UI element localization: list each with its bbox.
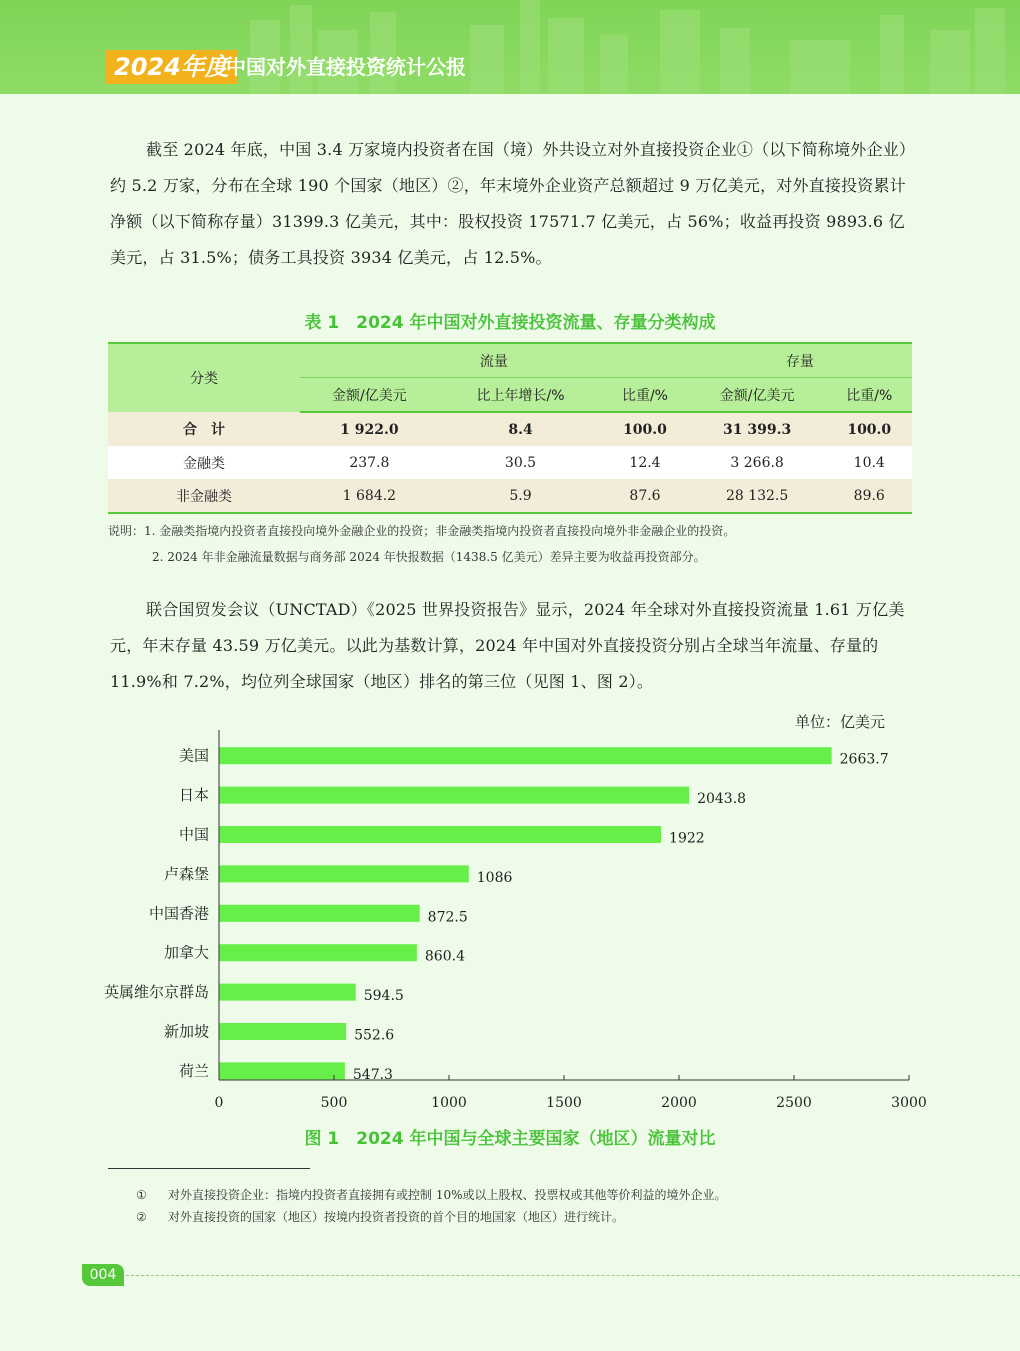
x-tick-label: 2500 bbox=[776, 1095, 812, 1111]
x-tick-label: 3000 bbox=[891, 1095, 927, 1111]
x-tick-label: 0 bbox=[214, 1095, 224, 1111]
figure-title: 图 1 2024 年中国与全球主要国家（地区）流量对比 bbox=[304, 1129, 716, 1149]
bar bbox=[219, 1023, 346, 1040]
category-header: 分类 bbox=[108, 343, 300, 412]
table-cell: 5.9 bbox=[439, 479, 602, 513]
table-cell: 10.4 bbox=[827, 446, 913, 479]
table-cell: 1 684.2 bbox=[300, 479, 439, 513]
footnotes bbox=[136, 1184, 727, 1228]
table-cell: 28 132.5 bbox=[688, 479, 827, 513]
category-label: 加拿大 bbox=[163, 943, 209, 962]
sub-header: 比重/% bbox=[827, 378, 913, 413]
table-row-nonfinancial bbox=[108, 479, 912, 513]
table-cell: 3 266.8 bbox=[688, 446, 827, 479]
stock-header: 存量 bbox=[688, 343, 912, 378]
value-label: 860.4 bbox=[424, 948, 465, 965]
table-note-2: 2. 2024 年非金融流量数据与商务部 2024 年快报数据（1438.5 亿美元）差异主要为收益再投资部分。 bbox=[152, 550, 706, 564]
sub-header: 比重/% bbox=[602, 378, 687, 413]
table-cell: 89.6 bbox=[827, 479, 913, 513]
footnote-1: ① 对外直接投资企业：指境内投资者直接拥有或控制 10%或以上股权、投票权或其他等价利益的境外企业。 bbox=[136, 1188, 727, 1202]
bar bbox=[219, 787, 689, 804]
value-label: 2663.7 bbox=[839, 751, 889, 768]
table-row-total bbox=[108, 412, 912, 446]
table-notes bbox=[108, 518, 735, 570]
flow-comparison-chart bbox=[80, 708, 960, 1118]
bar bbox=[219, 1062, 345, 1079]
value-label: 872.5 bbox=[427, 909, 468, 926]
category-label: 美国 bbox=[178, 746, 209, 765]
table-cell: 87.6 bbox=[602, 479, 687, 513]
footnote-divider bbox=[108, 1168, 310, 1169]
intro-paragraph: 截至 2024 年底，中国 3.4 万家境内投资者在国（境）外共设立对外直接投资企业①（以下简称境外企业）约 5.2 万家，分布在全球 190 个国家（地区）②，年末境外企业资产总额超过 9 万亿美元，对外直接投资累计净额（以下简称存量）31399.3 亿美元，其中：股权投资 17571.7 亿美元，占 56%；收益再投资 9893.6 亿美元，占 31.5%；债务工具投资 3934 亿美元，占 12.5%。 bbox=[110, 140, 908, 267]
page-header bbox=[0, 0, 1020, 94]
table-cell: 237.8 bbox=[300, 446, 439, 479]
row-label: 合 计 bbox=[108, 412, 300, 446]
publication-title: 中国对外直接投资统计公报 bbox=[226, 55, 466, 79]
value-label: 594.5 bbox=[363, 988, 404, 1005]
table-cell: 8.4 bbox=[439, 412, 602, 446]
value-label: 1086 bbox=[476, 869, 513, 886]
investment-table bbox=[108, 342, 912, 514]
table-cell: 30.5 bbox=[439, 446, 602, 479]
category-label: 新加坡 bbox=[163, 1022, 209, 1041]
bar bbox=[219, 747, 832, 764]
x-tick-label: 1500 bbox=[546, 1095, 582, 1111]
category-label: 英属维尔京群岛 bbox=[103, 983, 209, 1002]
table-cell: 31 399.3 bbox=[688, 412, 827, 446]
category-label: 日本 bbox=[178, 786, 209, 805]
x-tick-label: 500 bbox=[320, 1095, 348, 1111]
flow-header: 流量 bbox=[300, 343, 688, 378]
value-label: 547.3 bbox=[352, 1066, 393, 1083]
category-label: 中国香港 bbox=[148, 904, 209, 923]
table-cell: 12.4 bbox=[602, 446, 687, 479]
bar bbox=[219, 944, 417, 961]
year-badge: 2024年度 bbox=[106, 50, 237, 84]
row-label: 金融类 bbox=[108, 446, 300, 479]
value-label: 2043.8 bbox=[697, 791, 747, 808]
table-note-1: 说明：1. 金融类指境内投资者直接投向境外金融企业的投资；非金融类指境内投资者直接投向境外非金融企业的投资。 bbox=[108, 524, 736, 538]
x-tick-label: 2000 bbox=[661, 1095, 697, 1111]
x-tick-label: 1000 bbox=[431, 1095, 467, 1111]
table-title: 表 1 2024 年中国对外直接投资流量、存量分类构成 bbox=[304, 313, 716, 333]
table-cell: 100.0 bbox=[602, 412, 687, 446]
row-label: 非金融类 bbox=[108, 479, 300, 513]
footer-dashed-line bbox=[126, 1275, 1020, 1276]
sub-header: 金额/亿美元 bbox=[300, 378, 439, 413]
page-number: 004 bbox=[82, 1264, 124, 1286]
table-cell: 1 922.0 bbox=[300, 412, 439, 446]
sub-header: 比上年增长/% bbox=[439, 378, 602, 413]
category-label: 荷兰 bbox=[178, 1061, 209, 1080]
category-label: 中国 bbox=[178, 825, 209, 844]
bar bbox=[219, 905, 420, 922]
table-row-financial bbox=[108, 446, 912, 479]
bar bbox=[219, 984, 356, 1001]
bar bbox=[219, 826, 661, 843]
footnote-2: ② 对外直接投资的国家（地区）按境内投资者投资的首个目的地国家（地区）进行统计。 bbox=[136, 1210, 625, 1224]
sub-header: 金额/亿美元 bbox=[688, 378, 827, 413]
table-cell: 100.0 bbox=[827, 412, 913, 446]
unctad-paragraph: 联合国贸发会议（UNCTAD）《2025 世界投资报告》显示，2024 年全球对外直接投资流量 1.61 万亿美元，年末存量 43.59 万亿美元。以此为基数计算，2024 年中国对外直接投资分别占全球当年流量、存量的 11.9%和 7.2%，均位列全球国家（地区）排名的第三位（见图 1、图 2）。 bbox=[110, 600, 905, 691]
value-label: 1922 bbox=[669, 830, 705, 847]
chart-unit-label: 单位：亿美元 bbox=[794, 713, 885, 731]
bar bbox=[219, 865, 469, 882]
category-label: 卢森堡 bbox=[163, 864, 209, 883]
value-label: 552.6 bbox=[354, 1027, 395, 1044]
